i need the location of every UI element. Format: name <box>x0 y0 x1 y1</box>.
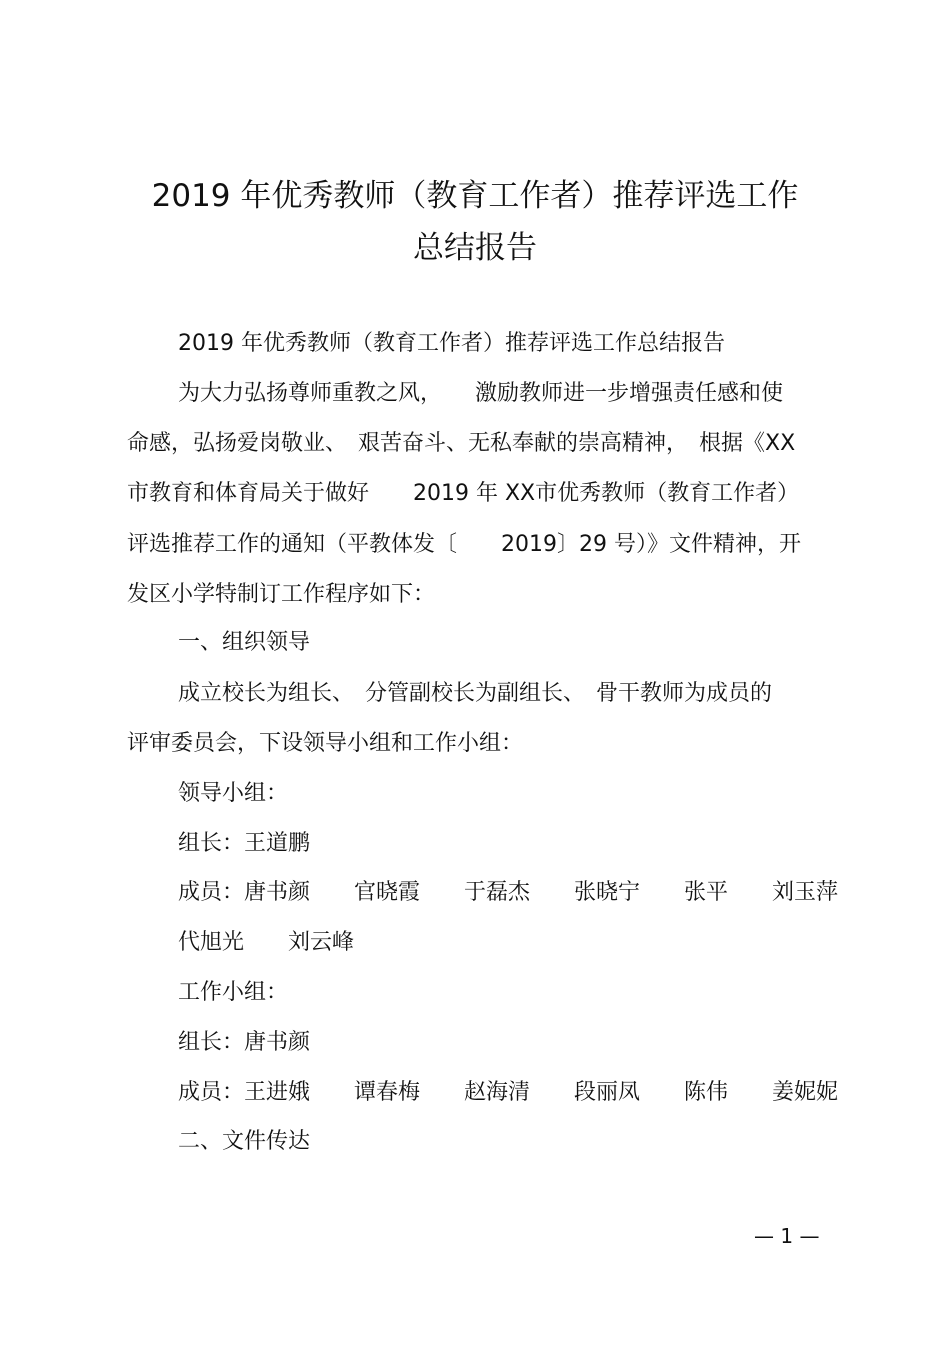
body-line: 工作小组： <box>178 980 289 1005</box>
body-line: 领导小组： <box>178 781 289 806</box>
section-heading: 一、组织领导 <box>178 630 311 655</box>
body-line: 代旭光 刘云峰 <box>178 930 355 955</box>
body-line: 命感，弘扬爱岗敬业、 艰苦奋斗、无私奉献的崇高精神， 根据《XX <box>127 431 796 456</box>
section-heading: 二、文件传达 <box>178 1129 311 1154</box>
body-line: 成员：王进娥 谭春梅 赵海清 段丽凤 陈伟 姜妮妮 <box>178 1080 839 1105</box>
document-title-line-1: 2019 年优秀教师（教育工作者）推荐评选工作 <box>151 178 799 214</box>
body-line: 评审委员会，下设领导小组和工作小组： <box>127 731 524 756</box>
body-line: 为大力弘扬尊师重教之风， 激励教师进一步增强责任感和使 <box>178 381 784 406</box>
page-number: — 1 — <box>754 1224 820 1248</box>
body-line: 发区小学特制订工作程序如下： <box>127 582 436 607</box>
body-line: 成立校长为组长、 分管副校长为副组长、 骨干教师为成员的 <box>178 681 773 706</box>
body-line: 市教育和体育局关于做好 2019 年 XX市优秀教师（教育工作者） <box>127 481 800 506</box>
body-line: 成员：唐书颜 官晓霞 于磊杰 张晓宁 张平 刘玉萍 <box>178 880 839 905</box>
body-line: 2019 年优秀教师（教育工作者）推荐评选工作总结报告 <box>178 331 725 356</box>
document-title-line-2: 总结报告 <box>413 230 537 266</box>
body-line: 评选推荐工作的通知（平教体发〔 2019〕29 号）》文件精神，开 <box>127 532 801 557</box>
body-line: 组长：王道鹏 <box>178 831 311 856</box>
body-line: 组长：唐书颜 <box>178 1030 311 1055</box>
